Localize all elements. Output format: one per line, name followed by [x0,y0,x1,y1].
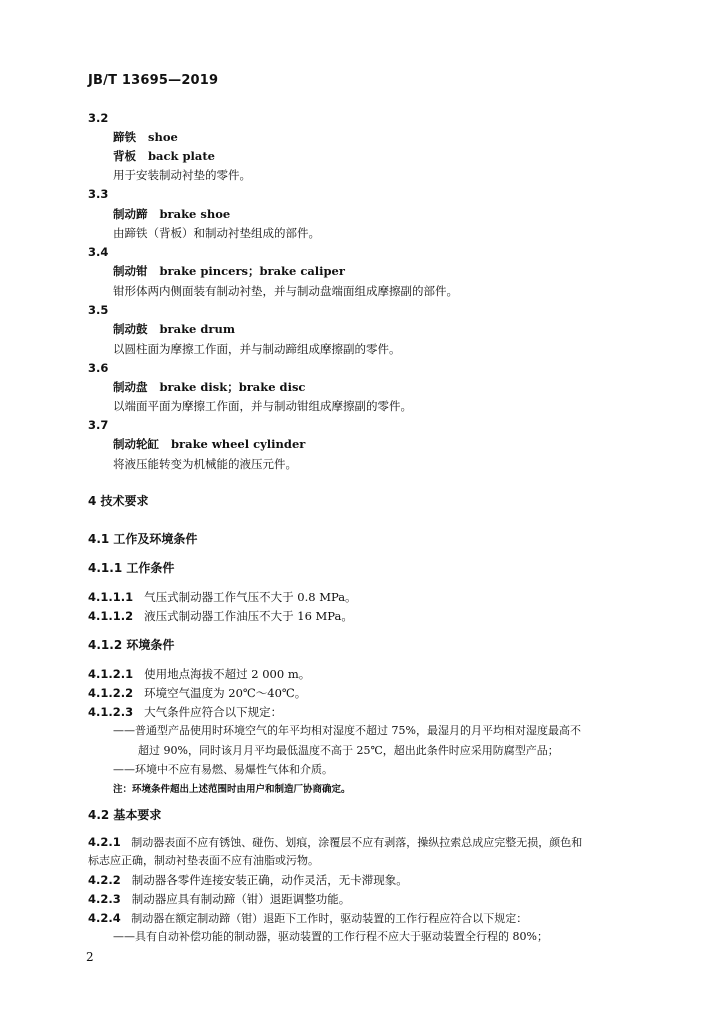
term-definition: 以圆柱面为摩擦工作面，并与制动蹄组成摩擦副的零件。 [113,342,401,356]
term-en: brake pincers；brake caliper [159,264,345,278]
term-number: 3.6 [88,361,109,375]
subsection-heading: 4.1 工作及环境条件 [88,532,198,546]
clause-text: 制动器应具有制动蹄（钳）退距调整功能。 [131,892,351,906]
term-title [113,322,235,336]
term-definition: 由蹄铁（背板）和制动衬垫组成的部件。 [113,226,320,240]
note: 注：环境条件超出上述范围时由用户和制造厂协商确定。 [113,784,351,795]
clause-number: 4.1.2.2 [88,686,134,700]
dash-item: ——普通型产品使用时环境空气的年平均相对湿度不超过 75%，最湿月的月平均相对湿度最高不 [113,724,581,737]
clause-number: 4.2.4 [88,911,121,925]
page-number: 2 [86,950,94,964]
term-en: brake wheel cylinder [171,437,306,451]
clause-number: 4.1.2.1 [88,667,134,681]
clause-number: 4.1.1.2 [88,609,134,623]
clause-continuation: 标志应正确，制动衬垫表面不应有油脂或污物。 [88,854,319,867]
clause-number: 4.1.2.3 [88,705,134,719]
clause-text: 使用地点海拔不超过 2 000 m。 [144,667,311,681]
clause-text: 大气条件应符合以下规定： [144,705,283,719]
clause [88,892,350,906]
clause [88,873,408,887]
clause [88,686,306,700]
dash-item: ——环境中不应有易燃、易爆性气体和介质。 [113,763,333,776]
clause [88,590,357,604]
term-cn: 背板 [113,149,136,163]
term-en: brake shoe [159,207,231,221]
clause-text: 气压式制动器工作气压不大于 0.8 MPa。 [144,590,357,604]
term-en: brake drum [159,322,235,336]
clause-text: 制动器在额定制动蹄（钳）退距下工作时，驱动装置的工作行程应符合以下规定： [131,912,528,925]
clause [88,705,282,719]
clause [88,609,353,623]
term-en: back plate [148,149,215,163]
term-en: brake disk；brake disc [159,380,306,394]
clause [88,835,582,850]
clause-text: 制动器表面不应有锈蚀、碰伤、划痕，涂覆层不应有剥落，操纵拉索总成应完整无损，颜色和 [131,836,583,849]
term-number: 3.7 [88,418,109,432]
clause-number: 4.2.2 [88,873,121,887]
clause-text: 制动器各零件连接安装正确，动作灵活，无卡滞现象。 [131,873,408,887]
section-heading: 4 技术要求 [88,494,149,508]
term-cn: 制动鼓 [113,322,148,336]
term-cn: 制动蹄 [113,207,148,221]
dash-item: ——具有自动补偿功能的制动器，驱动装置的工作行程不应大于驱动装置全行程的 80%； [113,930,548,943]
term-number: 3.5 [88,303,109,317]
subsection-heading: 4.1.2 环境条件 [88,638,175,652]
term-cn: 制动盘 [113,380,148,394]
subsection-heading: 4.1.1 工作条件 [88,561,175,575]
subsection-heading: 4.2 基本要求 [88,808,162,822]
term-definition: 用于安装制动衬垫的零件。 [113,168,251,182]
term-title [113,437,305,451]
term-definition: 钳形体两内侧面装有制动衬垫，并与制动盘端面组成摩擦副的部件。 [113,284,458,298]
clause [88,911,527,926]
clause-number: 4.1.1.1 [88,590,134,604]
dash-item-continuation: 超过 90%，同时该月月平均最低温度不高于 25℃，超出此条件时应采用防腐型产品； [138,744,559,757]
term-en: shoe [148,130,178,144]
term-title [113,380,305,394]
clause-text: 液压式制动器工作油压不大于 16 MPa。 [144,609,353,623]
term-title [113,264,345,278]
term-title [113,207,230,221]
clause [88,667,310,681]
clause-text: 环境空气温度为 20℃～40℃。 [144,686,307,700]
term-definition: 以端面平面为摩擦工作面，并与制动钳组成摩擦副的零件。 [113,399,412,413]
term-cn: 制动钳 [113,264,148,278]
term-cn: 蹄铁 [113,130,136,144]
term-number: 3.2 [88,111,109,125]
term-title [113,130,178,144]
term-number: 3.4 [88,245,109,259]
term-number: 3.3 [88,187,109,201]
standard-id-header: JB/T 13695—2019 [88,73,219,88]
term-title [113,149,215,163]
term-definition: 将液压能转变为机械能的液压元件。 [113,457,297,471]
clause-number: 4.2.3 [88,892,121,906]
term-cn: 制动轮缸 [113,437,159,451]
clause-number: 4.2.1 [88,835,121,849]
